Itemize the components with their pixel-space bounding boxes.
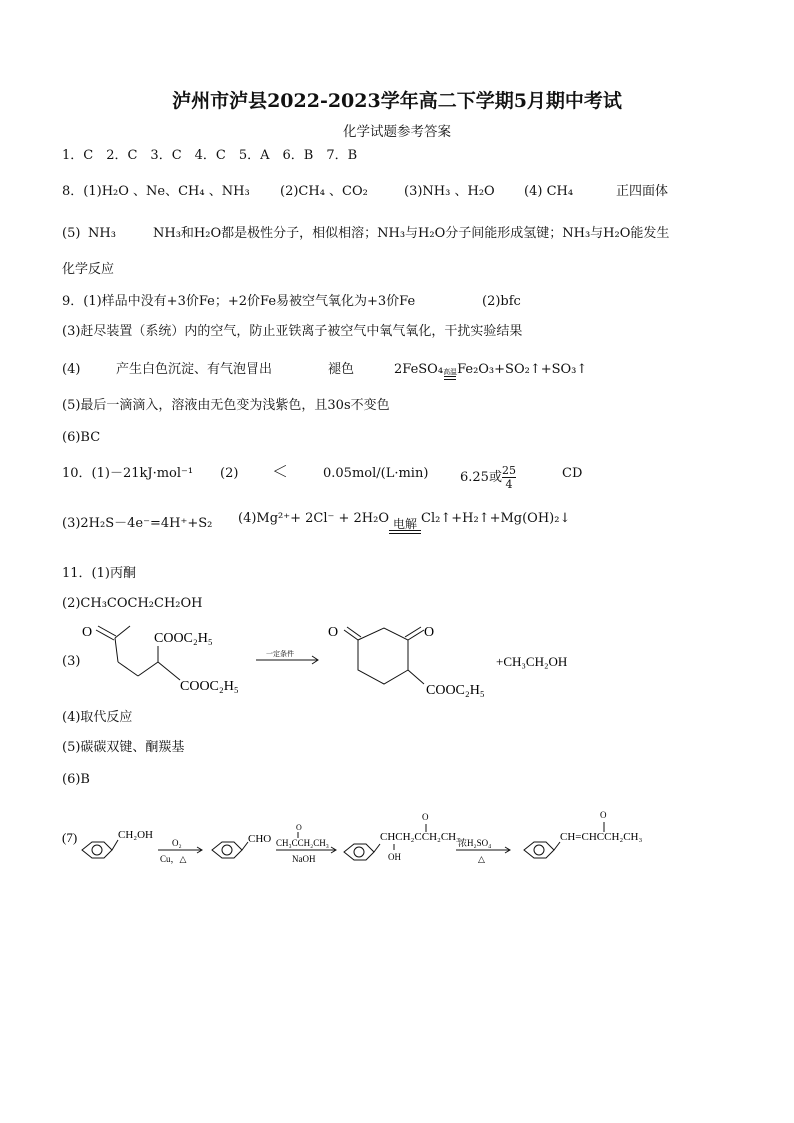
- reactant-ester-top: COOC₂H₅: [154, 631, 213, 646]
- q10-p4-right: Cl₂↑+H₂↑+Mg(OH)₂↓: [421, 511, 571, 526]
- q9-eq-left: 2FeSO₄: [394, 362, 444, 377]
- q10-p4-condition: [389, 518, 421, 534]
- q9-p4-observation: 产生白色沉淀、有气泡冒出: [116, 362, 273, 377]
- step3-condition: △: [478, 854, 485, 864]
- q9-eq-right: Fe₂O₃+SO₂↑+SO₃↑: [457, 362, 588, 377]
- q8-p5-reason-cont: 化学反应: [62, 262, 115, 277]
- q8-p2-label: (2): [280, 184, 299, 199]
- benzene-ring-2: [212, 842, 248, 858]
- q8-p5-reason: NH₃和H₂O都是极性分子，相似相溶；NH₃与H₂O分子间能形成氢键；NH₃与H₂O能发生: [153, 226, 670, 241]
- q8-p5-label: (5): [62, 226, 81, 241]
- q11-p7-label: (7): [62, 830, 78, 845]
- step1-reagent: O₂: [172, 838, 182, 848]
- benzene-ring-1: [82, 840, 118, 858]
- q8-p3-answer: NH₃ 、H₂O: [422, 184, 495, 199]
- q8-p4: [524, 182, 573, 202]
- q10-p3: (3)2H₂S－4e⁻=4H⁺+S₂: [62, 516, 213, 531]
- step3-oh: OH: [388, 852, 401, 862]
- q11-p3-reaction: [0, 610, 794, 706]
- q10-p2-answer: CD: [562, 466, 583, 481]
- q8-p4-shape: 正四面体: [616, 184, 669, 199]
- step1-condition: Cu，△: [160, 854, 187, 864]
- q10-fraction: [502, 464, 516, 491]
- step3-o: O: [422, 812, 429, 822]
- q8-p1-label: (1): [83, 184, 102, 199]
- q10-p4-sign: [389, 530, 421, 534]
- q10-p1: 10．(1)－21kJ·mol⁻¹: [62, 466, 194, 481]
- q9-line6: (6)BC: [62, 430, 101, 445]
- q11-p5: (5)碳碳双键、酮羰基: [62, 740, 185, 755]
- q9-p4-label: (4): [62, 362, 81, 377]
- q9-eq-sign: [444, 376, 456, 380]
- q9-p2: (2)bfc: [482, 294, 521, 309]
- q8-p3: [404, 182, 495, 202]
- product-ring: [344, 627, 424, 684]
- q8-number: 8．: [62, 184, 84, 199]
- q10-p2-rate: 0.05mol/(L·min): [323, 466, 429, 481]
- step2-condition: NaOH: [292, 854, 316, 864]
- q9-eq-condition: [443, 368, 457, 380]
- q11-p3-label: (3): [62, 654, 81, 669]
- q9-line5: (5)最后一滴滴入，溶液由无色变为浅紫色，且30s不变色: [62, 398, 390, 413]
- product-o-right: O: [424, 625, 435, 640]
- q10-p2-k: [460, 464, 516, 491]
- page-title: 泸州市泸县2022-2023学年高二下学期5月期中考试: [172, 90, 622, 112]
- q11-p4: (4)取代反应: [62, 710, 133, 725]
- q8-p2-answer: CH₄ 、CO₂: [298, 184, 368, 199]
- step2-group: CHO: [248, 833, 272, 845]
- q11-p1: 11．(1)丙酮: [62, 566, 136, 581]
- q10-p4: [238, 504, 570, 534]
- step3-group: CHCH₂CCH₂CH₃: [380, 831, 460, 843]
- reaction-condition: 一定条件: [266, 650, 294, 658]
- q10-frac-num: 25: [501, 464, 516, 477]
- step3-reagent: 浓H₂SO₄: [458, 838, 492, 848]
- byproduct: +CH₃CH₂OH: [496, 654, 568, 669]
- q8-p2: [280, 182, 368, 202]
- q10-p4-left: (4)Mg²⁺+ 2Cl⁻ + 2H₂O: [238, 511, 390, 526]
- q9-p4-fade: 褪色: [328, 362, 355, 377]
- q11-p2: (2)CH₃COCH₂CH₂OH: [62, 596, 203, 611]
- step1-group: CH₂OH: [118, 829, 154, 841]
- step2-reagent: CH₃CCH₂CH₃: [276, 838, 329, 848]
- q8-p4-label: (4): [524, 184, 543, 199]
- q10-p2-sign: ＜: [272, 462, 289, 481]
- step4-group: CH=CHCCH₂CH₃: [560, 831, 643, 843]
- q9-p4-equation: [394, 360, 587, 380]
- q8-p4-answer: CH₄: [546, 184, 574, 199]
- q10-p4-condition-text: 电解: [393, 517, 418, 531]
- product-o-left: O: [328, 625, 339, 640]
- q11-p6: (6)B: [62, 772, 90, 787]
- q8-p5-answer: NH₃: [88, 226, 116, 241]
- q8-p1-answer: H₂O 、Ne、CH₄ 、NH₃: [101, 184, 250, 199]
- q11-p7-route: [0, 800, 794, 880]
- answers-1-7: 1．C 2．C 3．C 4．C 5．A 6．B 7．B: [62, 148, 358, 163]
- q9-eq-condition-text: 高温: [443, 368, 458, 376]
- step4-o: O: [600, 810, 607, 820]
- page-subtitle: 化学试题参考答案: [343, 124, 451, 140]
- step2-o: O: [296, 823, 302, 832]
- reactant-ketone-o: O: [82, 625, 93, 640]
- product-ester: COOC₂H₅: [426, 683, 485, 698]
- q9-line2: (3)赶尽装置（系统）内的空气，防止亚铁离子被空气中氧气氧化，干扰实验结果: [62, 324, 523, 339]
- q9-line1: 9．(1)样品中没有+3价Fe；+2价Fe易被空气氧化为+3价Fe: [62, 294, 416, 309]
- q10-frac-den: 4: [505, 478, 513, 491]
- q8-line: [62, 182, 250, 202]
- reactant-ester-bottom: COOC₂H₅: [180, 679, 239, 694]
- q10-p2-label: (2): [220, 466, 239, 481]
- q10-p2-k-text: 6.25或: [460, 470, 502, 485]
- q8-p3-label: (3): [404, 184, 423, 199]
